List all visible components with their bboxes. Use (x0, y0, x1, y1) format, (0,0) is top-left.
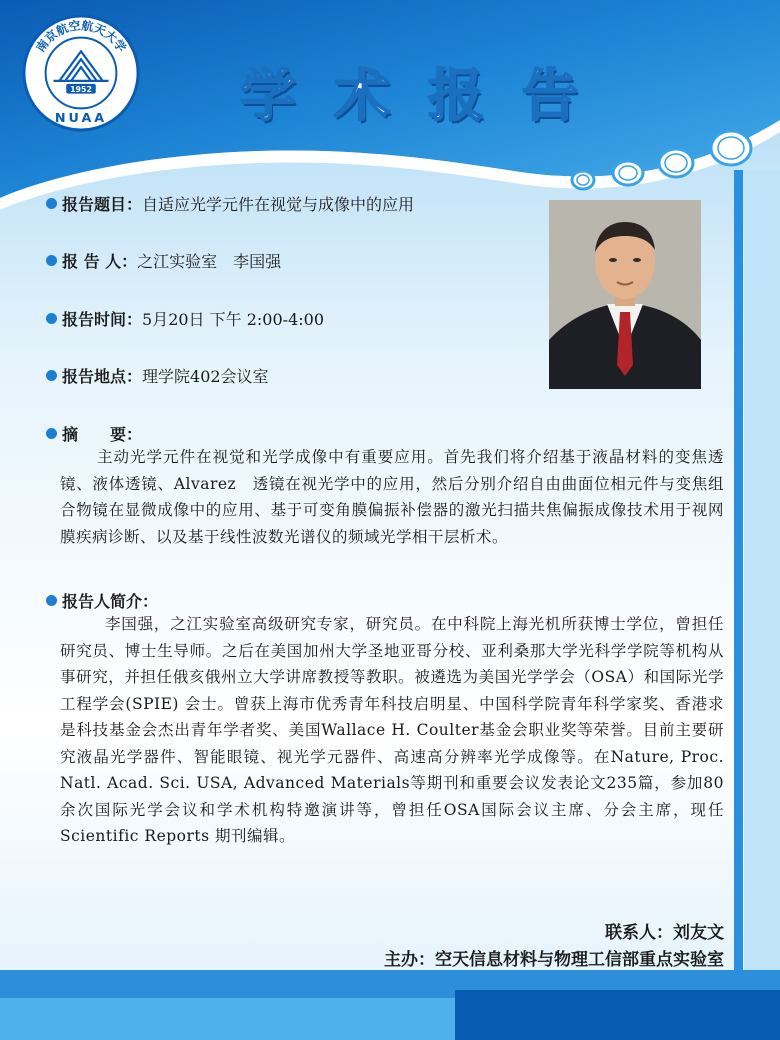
bullet-icon (46, 255, 57, 266)
bullet-icon (46, 428, 57, 439)
time-value: 5月20日 下午 2:00-4:00 (142, 310, 324, 329)
speaker-photo (549, 200, 701, 389)
logo-name: 南京航空航天大学 (33, 18, 129, 55)
logo-year: 1952 (70, 85, 92, 95)
bullet-icon (46, 198, 57, 209)
place-row (46, 364, 269, 387)
bullet-icon (46, 370, 57, 381)
abstract-heading-row (46, 422, 142, 445)
place-value: 理学院402会议室 (142, 367, 269, 386)
bio-text: 李国强，之江实验室高级研究专家，研究员。在中科院上海光机所获博士学位，曾担任研究员、博士生导师。之后在美国加州大学圣地亚哥分校、亚利桑那大学光科学学院等机构从事研究，并担任俄亥俄州立大学讲席教授等教职。被遴选为美国光学学会（OSA）和国际光学工程学会(SPIE) 会士。曾获上海市优秀青年科技启明星、中国科学院青年科学家奖、香港求是科技基金会杰出青年学者奖、美国Wallace H. Coulter基金会职业奖等荣誉。目前主要研究液晶光学器件、智能眼镜、视光学元器件、高速高分辨率光学成像等。在Nature, Proc. Natl. Acad. Sci. USA, Advanced Materials等期刊和重要会议发表论文235篇，参加80余次国际光学会议和学术机构特邀演讲等，曾担任OSA国际会议主席、分会主席，现任Scientific Reports 期刊编辑。 (60, 615, 724, 845)
abstract-heading: 摘 要： (62, 425, 143, 444)
logo-abbr: NUAA (54, 111, 108, 127)
abstract-text: 主动光学元件在视觉和光学成像中有重要应用。首先我们将介绍基于液晶材料的变焦透镜、液体透镜、Alvarez 透镜在视光学中的应用，然后分别介绍自由曲面位相元件与变焦组合物镜在显微成像中的应用、基于可变角膜偏振补偿器的激光扫描共焦偏振成像技术用于视网膜疾病诊断、以及基于线性波数光谱仪的频域光学相干层析术。 (60, 448, 724, 546)
nuaa-logo (22, 14, 140, 132)
host-organizer: 主办：空天信息材料与物理工信部重点实验室 (384, 950, 724, 970)
bullet-icon (46, 595, 57, 606)
contact-person: 联系人：刘友文 (605, 923, 724, 943)
speaker-label: 报 告 人： (62, 252, 138, 271)
topic-row (46, 192, 414, 215)
topic-value: 自适应光学元件在视觉与成像中的应用 (142, 195, 415, 214)
bullet-icon (46, 313, 57, 324)
speaker-row (46, 249, 281, 272)
time-label: 报告时间： (62, 310, 143, 329)
speaker-value: 之江实验室 李国强 (137, 252, 282, 271)
bio-heading-row (46, 589, 158, 612)
time-row (46, 307, 324, 330)
poster-title: 学术报告 (240, 64, 616, 129)
place-label: 报告地点： (62, 367, 143, 386)
topic-label: 报告题目： (62, 195, 143, 214)
bio-heading: 报告人简介： (62, 592, 159, 611)
